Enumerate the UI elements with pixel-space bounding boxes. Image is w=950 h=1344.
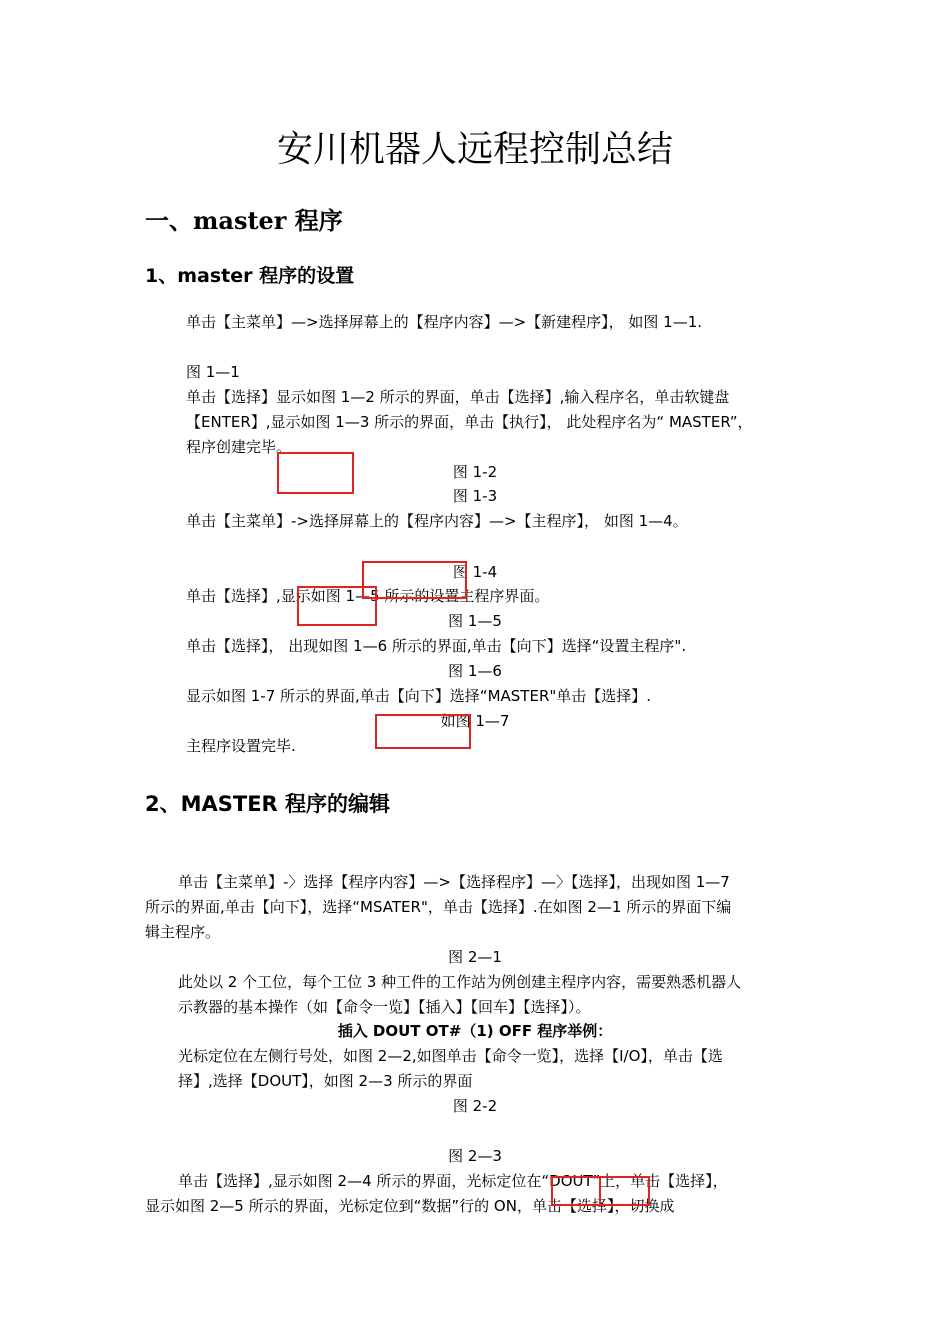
figure-caption: 图 1—5: [448, 612, 502, 630]
subsection-heading-setup: 1、master 程序的设置: [145, 265, 355, 287]
figure-caption: 图 2—1: [448, 948, 502, 966]
paragraph-line: 单击【选择】,显示如图 1—5 所示的设置主程序界面。: [186, 587, 550, 605]
figure-caption: 图 1-3: [452, 487, 498, 505]
paragraph-line: 主程序设置完毕.: [186, 737, 296, 755]
paragraph-line: 单击【主菜单】-〉选择【程序内容】—>【选择程序】—〉【选择】，出现如图 1—7: [178, 873, 730, 891]
figure-caption: 如图 1—7: [440, 712, 510, 730]
paragraph-line: 单击【选择】显示如图 1—2 所示的界面，单击【选择】,输入程序名，单击软键盘: [186, 388, 730, 406]
figure-caption: 图 1-2: [452, 463, 498, 481]
annotation-box: [599, 1176, 650, 1206]
section-heading-master: 一、master 程序: [145, 206, 343, 235]
figure-caption: 图 2—3: [448, 1147, 502, 1165]
annotation-box: [551, 1176, 601, 1206]
figure-caption: 图 1—1: [186, 363, 240, 381]
figure-caption: 图 1-4: [452, 563, 498, 581]
paragraph-line: 示教器的基本操作（如【命令一览】【插入】【回车】【选择】）。: [178, 998, 591, 1016]
paragraph-line: 程序创建完毕。: [186, 438, 292, 456]
document-title: 安川机器人远程控制总结: [276, 129, 673, 170]
annotation-box: [297, 586, 377, 626]
subsection-heading-edit: 2、MASTER 程序的编辑: [145, 792, 391, 816]
figure-caption: 图 2-2: [452, 1097, 498, 1115]
annotation-box: [277, 452, 354, 494]
annotation-box: [375, 714, 471, 749]
paragraph-line: 单击【选择】,显示如图 2—4 所示的界面，光标定位在“DOUT”上，单击【选择】，: [178, 1172, 728, 1190]
paragraph-line: 此处以 2 个工位，每个工位 3 种工件的工作站为例创建主程序内容，需要熟悉机器人: [178, 973, 742, 991]
paragraph-line: 单击【主菜单】->选择屏幕上的【程序内容】—>【主程序】， 如图 1—4。: [186, 512, 688, 530]
paragraph-line: 光标定位在左侧行号处，如图 2—2,如图单击【命令一览】，选择【I/O】，单击【选: [178, 1047, 723, 1065]
figure-caption: 图 1—6: [448, 662, 502, 680]
paragraph-line: 择】,选择【DOUT】，如图 2—3 所示的界面: [178, 1072, 473, 1090]
paragraph-line: 【ENTER】,显示如图 1—3 所示的界面，单击【执行】， 此处程序名为“ MASTER”，: [186, 413, 753, 431]
paragraph-line: 单击【主菜单】—>选择屏幕上的【程序内容】—>【新建程序】， 如图 1—1.: [186, 313, 703, 331]
paragraph-line: 显示如图 1-7 所示的界面,单击【向下】选择“MASTER"单击【选择】.: [186, 687, 652, 705]
example-heading: 插入 DOUT OT#（1) OFF 程序举例：: [337, 1022, 613, 1040]
paragraph-line: 所示的界面,单击【向下】，选择“MSATER"，单击【选择】.在如图 2—1 所示的界面下编: [145, 898, 732, 916]
paragraph-line: 单击【选择】， 出现如图 1—6 所示的界面,单击【向下】选择“设置主程序".: [186, 637, 687, 655]
paragraph-line: 辑主程序。: [145, 923, 221, 941]
paragraph-line: 显示如图 2—5 所示的界面，光标定位到“数据”行的 ON，单击【选择】，切换成: [145, 1197, 675, 1215]
annotation-box: [362, 561, 467, 599]
